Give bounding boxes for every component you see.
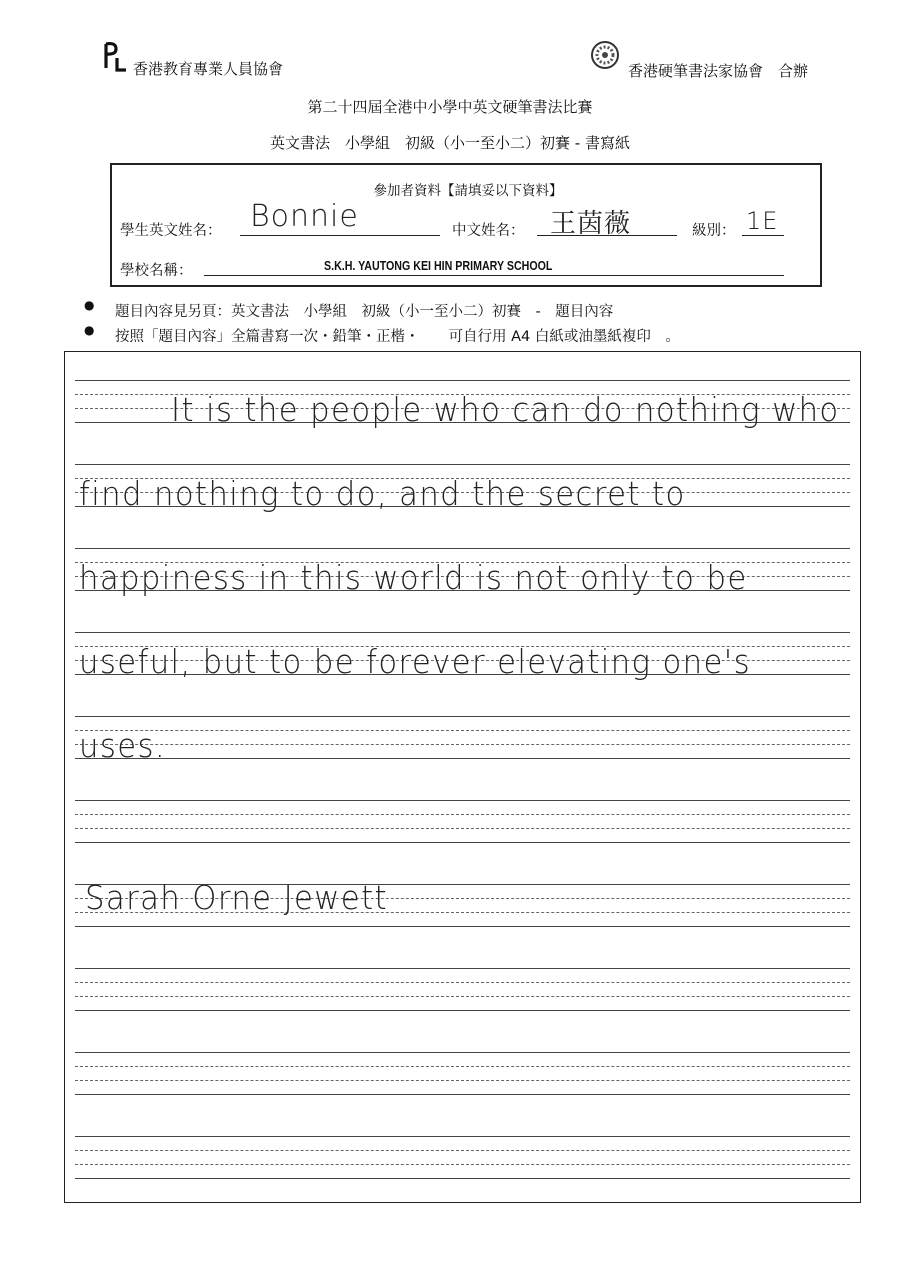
- guide-rule: [75, 982, 850, 983]
- chinese-name-value: 王茵薇: [550, 209, 632, 239]
- writing-area: [64, 351, 861, 1203]
- guide-rule: [75, 800, 850, 801]
- handwriting-line: happiness in this world is not only to be: [79, 558, 748, 597]
- guide-rule: [75, 464, 850, 465]
- grade-label: 級別：: [692, 223, 736, 239]
- guide-rule: [75, 548, 850, 549]
- english-name-line: [240, 235, 440, 236]
- category-line: 英文書法 小學組 初級（小一至小二）初賽 - 書寫紙: [270, 134, 630, 152]
- handwriting-line: Sarah Orne Jewett: [85, 878, 388, 917]
- guide-rule: [75, 1150, 850, 1151]
- guide-rule: [75, 1080, 850, 1081]
- guide-rule: [75, 1164, 850, 1165]
- handwriting-line: It is the people who can do nothing who: [171, 390, 840, 429]
- english-name-label: 學生英文姓名：: [120, 223, 222, 239]
- guide-rule: [75, 996, 850, 997]
- bullet-icon: ●: [84, 323, 95, 337]
- organizer-left: 香港教育專業人員協會: [133, 60, 284, 78]
- note-line-2: 按照「題目內容」全篇書寫一次・鉛筆・正楷・ 可自行用 A4 白紙或油墨紙複印 。: [115, 329, 680, 345]
- info-title: 參加者資料【請填妥以下資料】: [373, 183, 563, 199]
- school-line: [204, 275, 784, 276]
- guide-rule: [75, 1094, 850, 1095]
- bullet-icon: ●: [84, 298, 95, 312]
- guide-rule: [75, 814, 850, 815]
- guide-rule: [75, 828, 850, 829]
- guide-rule: [75, 730, 850, 731]
- participant-info-box: [110, 163, 822, 287]
- guide-rule: [75, 926, 850, 927]
- guide-rule: [75, 1178, 850, 1179]
- guide-rule: [75, 380, 850, 381]
- school-label: 學校名稱：: [120, 263, 193, 279]
- handwriting-line: find nothing to do, and the secret to: [79, 474, 686, 513]
- guide-rule: [75, 758, 850, 759]
- chinese-name-label: 中文姓名：: [452, 223, 525, 239]
- organizer-right: 香港硬筆書法家協會 合辦: [628, 62, 809, 80]
- guide-rule: [75, 1052, 850, 1053]
- guide-rule: [75, 1136, 850, 1137]
- english-name-value: Bonnie: [250, 199, 359, 234]
- handwriting-line: uses.: [79, 726, 167, 765]
- note-line-1: 題目內容見另頁：英文書法 小學組 初級（小一至小二）初賽 - 題目內容: [115, 304, 614, 320]
- calligraphy-association-seal-icon: [590, 40, 620, 70]
- grade-value: 1E: [746, 207, 779, 235]
- guide-rule: [75, 632, 850, 633]
- guide-rule: [75, 968, 850, 969]
- guide-rule: [75, 716, 850, 717]
- guide-rule: [75, 1066, 850, 1067]
- hkptu-logo-icon: [102, 40, 128, 74]
- guide-rule: [75, 744, 850, 745]
- guide-rule: [75, 842, 850, 843]
- grade-line: [742, 235, 784, 236]
- school-value: S.K.H. YAUTONG KEI HIN PRIMARY SCHOOL: [324, 258, 553, 273]
- contest-title: 第二十四屆全港中小學中英文硬筆書法比賽: [307, 98, 593, 116]
- handwriting-line: useful, but to be forever elevating one's: [79, 642, 752, 681]
- guide-rule: [75, 1010, 850, 1011]
